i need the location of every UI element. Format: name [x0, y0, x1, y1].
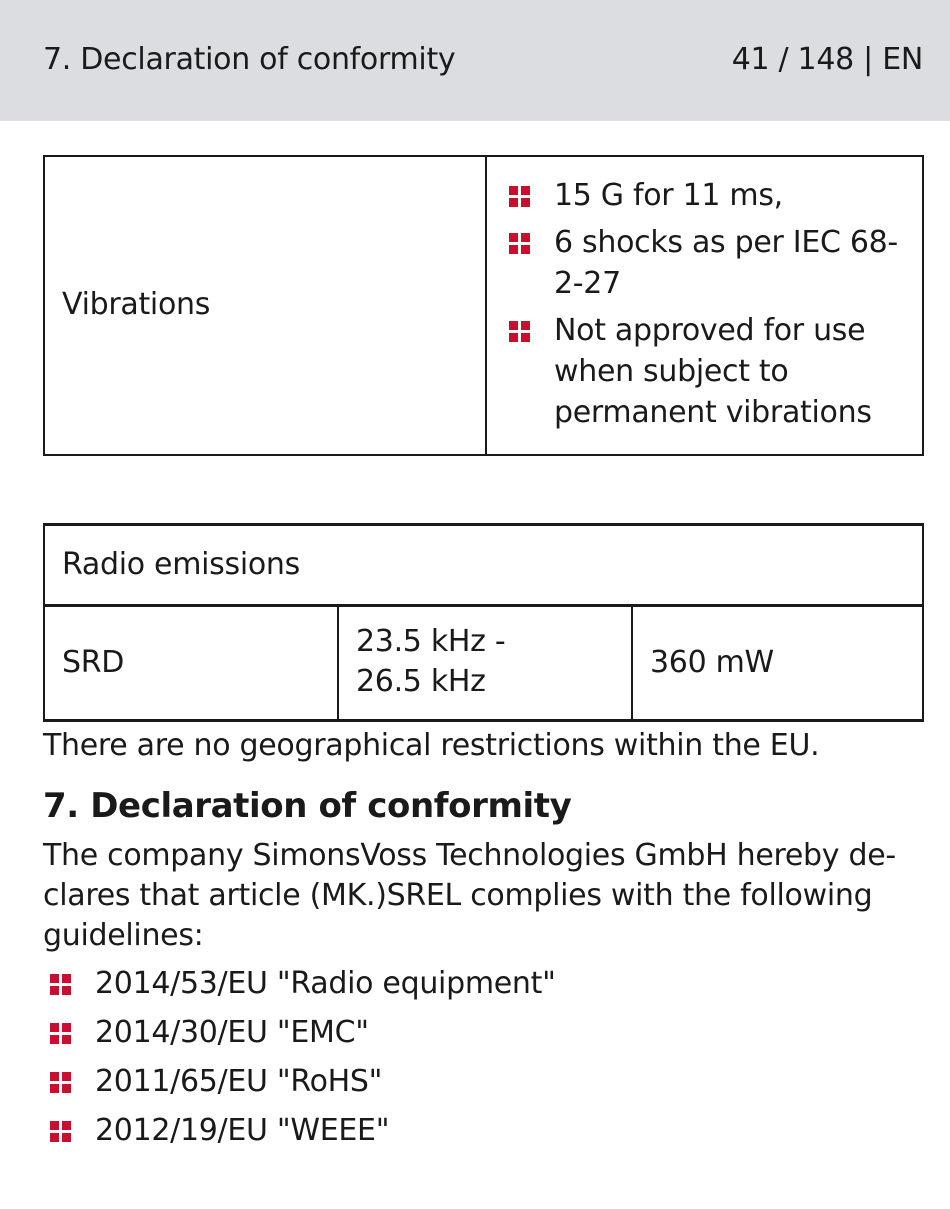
list-item — [509, 310, 909, 433]
list-item — [509, 222, 909, 304]
radio-type: SRD — [62, 645, 125, 680]
guideline-text: 2014/30/EU "EMC" — [95, 1015, 369, 1050]
bullet-icon — [50, 1072, 72, 1094]
list-item — [509, 175, 909, 216]
page-header — [0, 0, 950, 121]
vibrations-label: Vibrations — [62, 287, 211, 322]
list-item — [50, 1110, 556, 1151]
table-cell-type — [45, 607, 339, 719]
table-cell-frequency — [339, 607, 633, 719]
bullet-icon — [509, 233, 531, 255]
bullet-icon — [50, 1023, 72, 1045]
bullet-icon — [509, 186, 531, 208]
radio-frequency: 23.5 kHz - 26.5 kHz — [356, 624, 506, 699]
vibrations-list — [509, 175, 909, 439]
guidelines-list — [50, 963, 556, 1159]
radio-table-header — [45, 526, 922, 607]
section-heading: 7. Declaration of conformity — [43, 786, 572, 826]
list-item-text: Not approved for use when subject to permanent vibrations — [554, 313, 872, 430]
bullet-icon — [50, 1121, 72, 1143]
list-item — [50, 1012, 556, 1053]
conformity-paragraph: The company SimonsVoss Technologies GmbH hereby de-clares that article (MK.)SREL complies with the following guidelines: — [43, 838, 896, 953]
header-title: 7. Declaration of conformity — [43, 42, 456, 77]
geographic-note: There are no geographical restrictions within the EU. — [43, 728, 820, 763]
guideline-text: 2014/53/EU "Radio equipment" — [95, 966, 556, 1001]
page-indicator: 41 / 148 | EN — [731, 42, 923, 77]
bullet-icon — [509, 321, 531, 343]
list-item-text: 15 G for 11 ms, — [554, 178, 783, 213]
bullet-icon — [50, 974, 72, 996]
guideline-text: 2011/65/EU "RoHS" — [95, 1064, 383, 1099]
vibrations-label-cell — [45, 157, 487, 454]
guideline-text: 2012/19/EU "WEEE" — [95, 1113, 390, 1148]
radio-power: 360 mW — [650, 645, 774, 680]
list-item — [50, 963, 556, 1004]
vibrations-table — [43, 155, 924, 456]
list-item — [50, 1061, 556, 1102]
radio-emissions-table — [43, 523, 924, 722]
table-cell-power — [633, 607, 922, 719]
list-item-text: 6 shocks as per IEC 68-2-27 — [554, 225, 898, 301]
radio-table-heading: Radio emissions — [62, 547, 300, 582]
